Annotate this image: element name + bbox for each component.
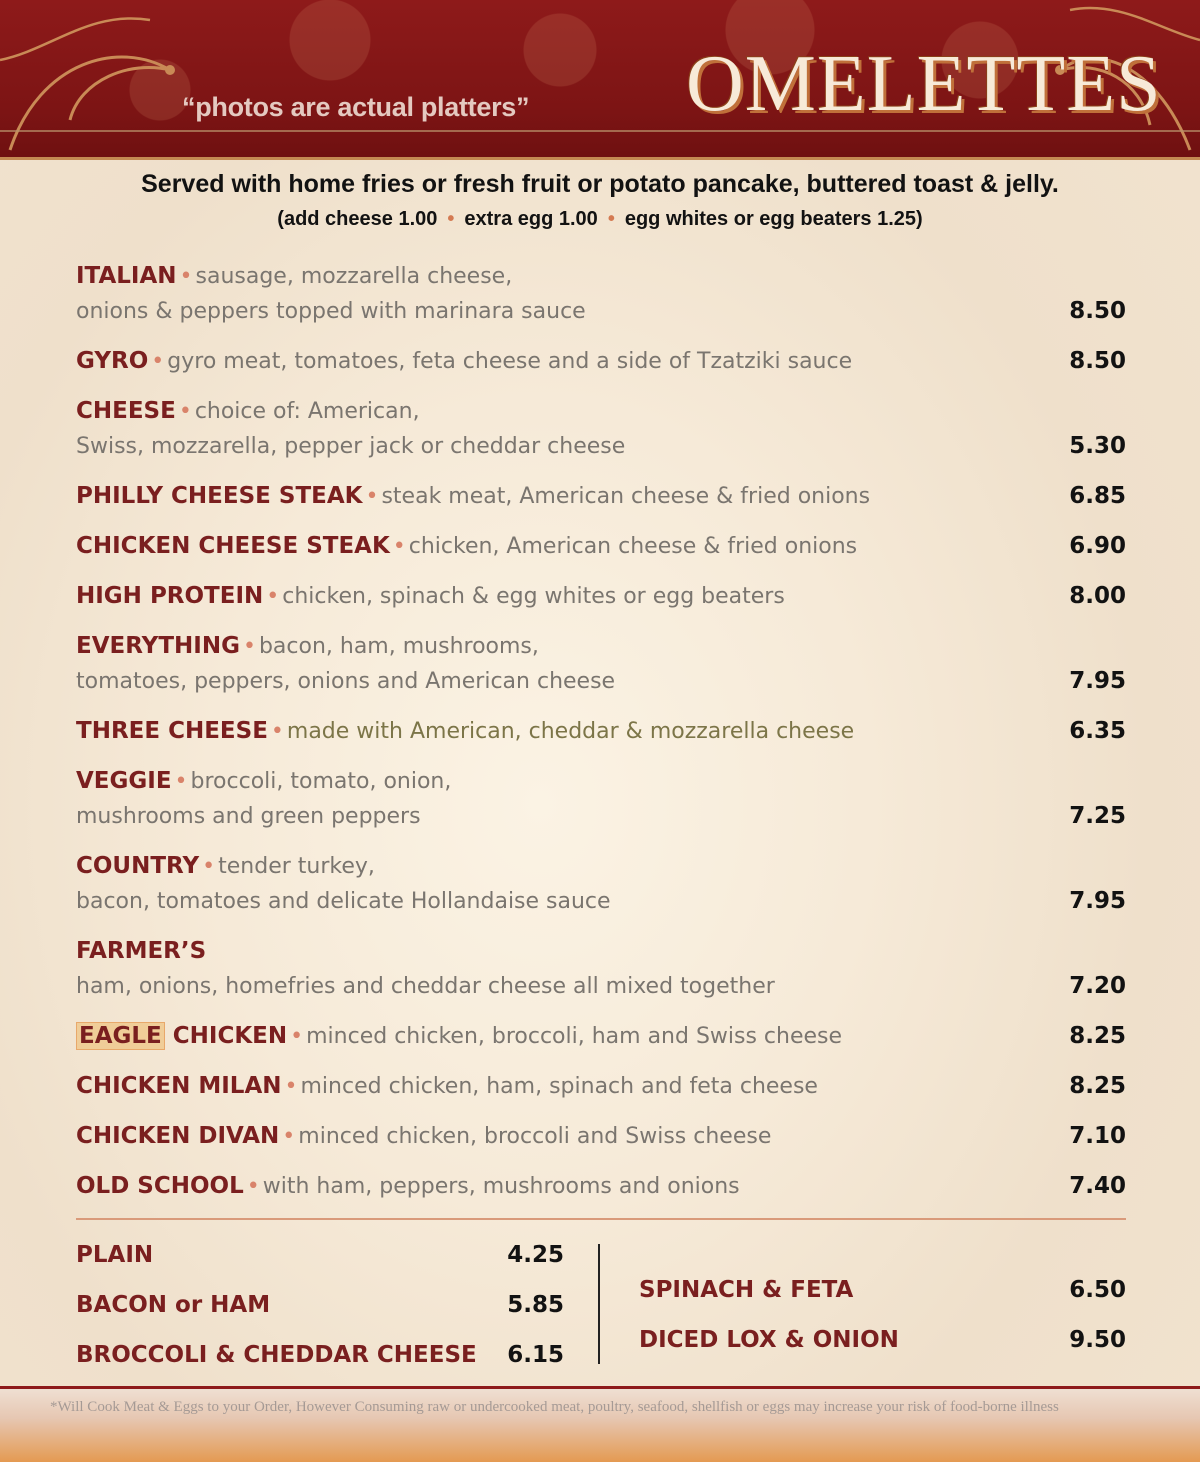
- addon-separator: •: [607, 208, 615, 230]
- addon-cheese: (add cheese 1.00: [277, 208, 438, 230]
- item-price: 8.25: [1069, 1023, 1126, 1049]
- item-desc-line2: ham, onions, homefries and cheddar cheese all mixed together: [76, 974, 775, 999]
- item-price: 8.25: [1069, 1073, 1126, 1099]
- item-price: 7.20: [1069, 973, 1126, 999]
- column-divider: [598, 1244, 600, 1364]
- item-price: 8.00: [1069, 583, 1126, 609]
- item-price: 5.30: [1069, 433, 1126, 459]
- addon-egg: extra egg 1.00: [464, 208, 598, 230]
- simple-item: [76, 1288, 564, 1323]
- item-price: 7.95: [1069, 888, 1126, 914]
- simple-item: [639, 1273, 1126, 1308]
- item-name-highlight: EAGLE: [76, 1022, 165, 1050]
- item-desc: steak meat, American cheese & fried onions: [381, 484, 871, 509]
- header-banner: [0, 0, 1200, 160]
- item-desc-line2: mushrooms and green peppers: [76, 804, 421, 829]
- simple-item-name: BROCCOLI & CHEDDAR CHEESE: [76, 1342, 477, 1368]
- section-divider: [76, 1218, 1126, 1220]
- addons-note: [0, 208, 1200, 231]
- item-desc: chicken, spinach & egg whites or egg beaters: [282, 584, 785, 609]
- item-name: THREE CHEESE: [76, 718, 268, 744]
- menu-item: COUNTRY • tender turkey, bacon, tomatoes and delicate Hollandaise sauce 7.95: [76, 849, 1126, 919]
- item-desc: chicken, American cheese & fried onions: [408, 534, 858, 559]
- item-name: PHILLY CHEESE STEAK: [76, 483, 363, 509]
- item-desc: broccoli, tomato, onion,: [190, 769, 452, 794]
- footer-disclaimer: *Will Cook Meat & Eggs to your Order, However Consuming raw or undercooked meat, poultry, seafood, shellfish or eggs may increase your risk of food-borne illness: [50, 1399, 1059, 1415]
- item-name: VEGGIE: [76, 768, 172, 794]
- addon-egg-whites: egg whites or egg beaters 1.25): [624, 208, 923, 230]
- item-desc-line2: onions & peppers topped with marinara sauce: [76, 299, 586, 324]
- item-name: ITALIAN: [76, 263, 177, 289]
- served-with-note: Served with home fries or fresh fruit or potato pancake, buttered toast & jelly.: [141, 170, 1059, 198]
- item-price: 8.50: [1069, 348, 1126, 374]
- item-desc-line2: Swiss, mozzarella, pepper jack or cheddar cheese: [76, 434, 626, 459]
- item-desc: tender turkey,: [218, 854, 375, 879]
- item-name: COUNTRY: [76, 853, 200, 879]
- simple-item-name: SPINACH & FETA: [639, 1277, 854, 1303]
- item-name: FARMER’S: [76, 938, 207, 964]
- item-price: 7.95: [1069, 668, 1126, 694]
- menu-item: CHICKEN MILAN • minced chicken, ham, spinach and feta cheese 8.25: [76, 1069, 1126, 1104]
- header-divider: [0, 157, 1200, 160]
- menu-item: HIGH PROTEIN • chicken, spinach & egg whites or egg beaters 8.00: [76, 579, 1126, 614]
- item-name: CHEESE: [76, 398, 176, 424]
- item-name: [76, 1022, 287, 1050]
- item-desc: with ham, peppers, mushrooms and onions: [262, 1174, 740, 1199]
- item-price: 7.40: [1069, 1173, 1126, 1199]
- page-title: OMELETTES: [686, 40, 1162, 128]
- menu-item: CHICKEN DIVAN • minced chicken, broccoli and Swiss cheese 7.10: [76, 1119, 1126, 1154]
- item-name: OLD SCHOOL: [76, 1173, 244, 1199]
- simple-item-price: 9.50: [1069, 1327, 1126, 1353]
- item-price: 6.35: [1069, 718, 1126, 744]
- item-name: CHICKEN MILAN: [76, 1073, 282, 1099]
- item-name: GYRO: [76, 348, 149, 374]
- item-desc: minced chicken, ham, spinach and feta cheese: [300, 1074, 818, 1099]
- menu-item: VEGGIE • broccoli, tomato, onion, mushrooms and green peppers 7.25: [76, 764, 1126, 834]
- item-desc: sausage, mozzarella cheese,: [195, 264, 513, 289]
- item-desc: minced chicken, broccoli, ham and Swiss cheese: [306, 1024, 843, 1049]
- item-name: HIGH PROTEIN: [76, 583, 264, 609]
- menu-item: CHICKEN CHEESE STEAK • chicken, American cheese & fried onions 6.90: [76, 529, 1126, 564]
- menu-item: EAGLE CHICKEN • minced chicken, broccoli, ham and Swiss cheese 8.25: [76, 1019, 1126, 1054]
- item-desc-line2: bacon, tomatoes and delicate Hollandaise sauce: [76, 889, 611, 914]
- simple-item: [639, 1323, 1126, 1358]
- addon-separator: •: [447, 208, 455, 230]
- item-name: CHICKEN DIVAN: [76, 1123, 280, 1149]
- item-desc-line2: tomatoes, peppers, onions and American cheese: [76, 669, 616, 694]
- menu-item: PHILLY CHEESE STEAK • steak meat, American cheese & fried onions 6.85: [76, 479, 1126, 514]
- simple-item: [76, 1338, 564, 1373]
- item-desc: bacon, ham, mushrooms,: [258, 634, 539, 659]
- tagline: “photos are actual platters”: [182, 92, 530, 122]
- simple-item-price: 6.15: [507, 1342, 564, 1368]
- menu-item: EVERYTHING • bacon, ham, mushrooms, tomatoes, peppers, onions and American cheese 7.95: [76, 629, 1126, 699]
- simple-item-name: BACON or HAM: [76, 1292, 271, 1318]
- item-desc: made with American, cheddar & mozzarella cheese: [286, 719, 855, 744]
- item-name-rest: CHICKEN: [172, 1023, 288, 1049]
- item-price: 6.85: [1069, 483, 1126, 509]
- item-desc: minced chicken, broccoli and Swiss cheese: [298, 1124, 772, 1149]
- simple-item-price: 4.25: [507, 1242, 564, 1268]
- item-desc: gyro meat, tomatoes, feta cheese and a side of Tzatziki sauce: [167, 349, 853, 374]
- item-price: 6.90: [1069, 533, 1126, 559]
- menu-item: THREE CHEESE • made with American, cheddar & mozzarella cheese 6.35: [76, 714, 1126, 749]
- menu-item: ITALIAN • sausage, mozzarella cheese, onions & peppers topped with marinara sauce 8.50: [76, 259, 1126, 329]
- simple-item-price: 6.50: [1069, 1277, 1126, 1303]
- item-name: CHICKEN CHEESE STEAK: [76, 533, 390, 559]
- simple-item-name: PLAIN: [76, 1242, 154, 1268]
- menu-item: GYRO • gyro meat, tomatoes, feta cheese and a side of Tzatziki sauce 8.50: [76, 344, 1126, 379]
- header-band-line: [0, 130, 1200, 160]
- item-desc: choice of: American,: [194, 399, 420, 424]
- item-price: 7.25: [1069, 803, 1126, 829]
- item-price: 8.50: [1069, 298, 1126, 324]
- menu-item: OLD SCHOOL • with ham, peppers, mushrooms and onions 7.40: [76, 1169, 1126, 1204]
- simple-item-name: DICED LOX & ONION: [639, 1327, 899, 1353]
- menu-item: CHEESE • choice of: American, Swiss, mozzarella, pepper jack or cheddar cheese 5.30: [76, 394, 1126, 464]
- item-name: EVERYTHING: [76, 633, 240, 659]
- simple-item-price: 5.85: [507, 1292, 564, 1318]
- menu-item: [76, 934, 1126, 1004]
- item-price: 7.10: [1069, 1123, 1126, 1149]
- simple-item: [76, 1238, 564, 1273]
